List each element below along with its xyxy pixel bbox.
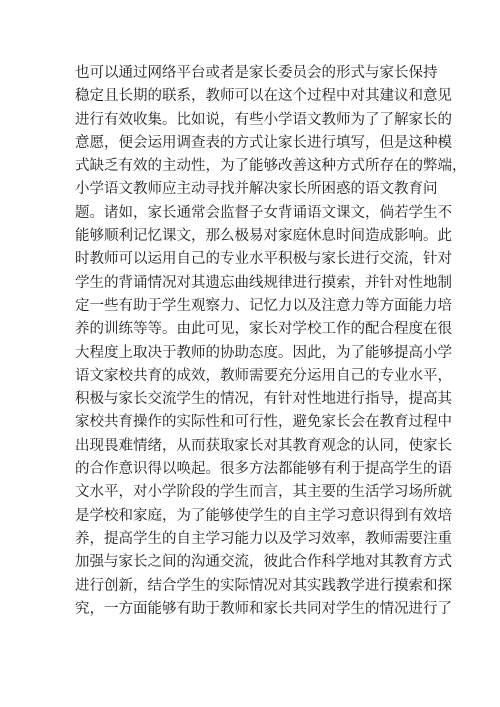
text-line: 是学校和家庭，为了能够使学生的自主学习意识得到有效培: [75, 507, 452, 524]
text-line: 进行有效收集。比如说，有些小学语文教师为了了解家长的: [75, 111, 452, 128]
text-line: 小学语文教师应主动寻找并解决家长所困惑的语文教育问: [75, 181, 438, 198]
text-line: 究，一方面能够有助于教师和家长共同对学生的情况进行了: [75, 600, 452, 617]
text-line: 能够顺利记忆课文，那么极易对家庭休息时间造成影响。此: [75, 228, 452, 245]
text-line: 题。诸如，家长通常会监督子女背诵语文课文，倘若学生不: [75, 204, 452, 221]
text-line: 定一些有助于学生观察力、记忆力以及注意力等方面能力培: [75, 297, 452, 314]
text-line: 养，提高学生的自主学习能力以及学习效率，教师需要注重: [75, 530, 452, 547]
text-line: 进行创新，结合学生的实际情况对其实践教学进行摸索和探: [75, 577, 452, 594]
text-line: 家校共育操作的实际性和可行性，避免家长会在教育过程中: [75, 414, 452, 431]
text-line: 学生的背诵情况对其遗忘曲线规律进行摸索，并针对性地制: [75, 274, 452, 291]
text-line: 意愿，便会运用调查表的方式让家长进行填写，但是这种模: [75, 134, 452, 151]
text-line: 大程度上取决于教师的协助态度。因此，为了能够提高小学: [75, 344, 452, 361]
body-text: [75, 62, 467, 621]
text-line: 文水平，对小学阶段的学生而言，其主要的生活学习场所就: [75, 484, 452, 501]
text-line: 也可以通过网络平台或者是家长委员会的形式与家长保持: [75, 65, 438, 81]
text-line: 加强与家长之间的沟通交流，彼此合作科学地对其教育方式: [75, 554, 452, 571]
text-line: 时教师可以运用自己的专业水平积极与家长进行交流，针对: [75, 251, 452, 268]
text-line: 的合作意识得以唤起。很多方法都能够有利于提高学生的语: [75, 461, 452, 478]
text-line: 语文家校共育的成效，教师需要充分运用自己的专业水平，: [75, 367, 452, 384]
text-line: 式缺乏有效的主动性，为了能够改善这种方式所存在的弊端，: [75, 158, 467, 175]
text-line: 养的训练等等。由此可见，家长对学校工作的配合程度在很: [75, 321, 452, 338]
text-line: 出现畏难情绪，从而获取家长对其教育观念的认同，使家长: [75, 437, 452, 454]
text-line: 积极与家长交流学生的情况，有针对性地进行指导，提高其: [75, 391, 452, 408]
text-line: 稳定且长期的联系，教师可以在这个过程中对其建议和意见: [75, 88, 452, 105]
